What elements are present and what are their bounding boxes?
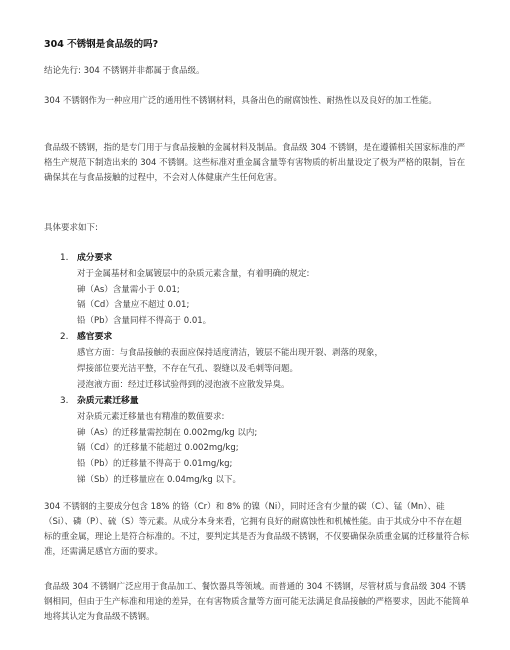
item-number: 3.: [60, 396, 69, 407]
requirements-list: [44, 250, 470, 488]
item-line: 焊接部位要光洁平整，不存在气孔、裂缝以及毛刺等问题。: [77, 363, 299, 374]
definition-paragraph: 食品级不锈钢，指的是专门用于与食品接触的金属材料及制品。食品级 304 不锈钢，是在遵循相关国家标准的严格生产规范下制造出来的 304 不锈钢。这些标准对重金属含量等有害物质的析出量设定了极为严格的限制，旨在确保其在与食品接触的过程中，不会对人体健康产生任何危害。: [44, 143, 466, 183]
item-line: 铅（Pb）含量同样不得高于 0.01。: [77, 315, 212, 326]
item-line: 铅（Pb）的迁移量不得高于 0.01mg/kg;: [77, 458, 233, 469]
requirement-item: [44, 329, 470, 393]
item-line: 浸泡液方面：经过迁移试验得到的浸泡液不应散发异臭。: [77, 379, 290, 390]
item-line: 砷（As）的迁移量需控制在 0.002mg/kg 以内;: [77, 427, 258, 438]
item-title: 感官要求: [77, 332, 113, 343]
item-title: 杂质元素迁移量: [77, 396, 139, 407]
item-line: 镉（Cd）的迁移量不能超过 0.002mg/kg;: [77, 443, 239, 454]
conclusion-paragraph: 结论先行: 304 不锈钢并非都属于食品级。: [44, 66, 205, 76]
item-line: 镉（Cd）含量应不超过 0.01;: [77, 300, 190, 311]
intro-paragraph: 304 不锈钢作为一种应用广泛的通用性不锈钢材料，具备出色的耐腐蚀性、耐热性以及良好的加工性能。: [44, 96, 437, 106]
item-line: 锑（Sb）的迁移量应在 0.04mg/kg 以下。: [77, 474, 241, 485]
document-title: 304 不锈钢是食品级的吗?: [44, 39, 159, 50]
item-number: 2.: [60, 332, 69, 343]
closing-paragraph: 食品级 304 不锈钢广泛应用于食品加工、餐饮器具等领域。而普通的 304 不锈钢，尽管材质与食品级 304 不锈钢相同，但由于生产标准和用途的差异，在有害物质含量等方面可能无法满足食品接触的严格要求，因此不能简单地将其认定为食品级不锈钢。: [44, 582, 470, 622]
requirement-item: [44, 250, 470, 329]
item-line: 对于金属基材和金属镀层中的杂质元素含量，有着明确的规定:: [77, 269, 310, 279]
requirements-intro: 具体要求如下:: [44, 223, 98, 233]
requirement-item: [44, 393, 470, 488]
composition-paragraph: 304 不锈钢的主要成分包含 18% 的铬（Cr）和 8% 的镍（Ni），同时还含有少量的碳（C）、锰（Mn）、硅（Si）、磷（P）、硫（S）等元素。从成分本身来看，它拥有良好的耐腐蚀性和机械性能。由于其成分中不存在超标的重金属，理论上是符合标准的。不过，要判定其是否为食品级不锈钢，不仅要确保杂质重金属的迁移量符合标准，还需满足感官方面的要求。: [44, 502, 470, 557]
item-title: 成分要求: [77, 253, 113, 263]
item-line: 感官方面：与食品接触的表面应保持适度清洁，镀层不能出现开裂、剥落的现象，: [77, 348, 384, 359]
item-number: 1.: [60, 253, 69, 263]
item-line: 砷（As）含量需小于 0.01;: [77, 284, 180, 295]
item-line: 对杂质元素迁移量也有精准的数值要求:: [77, 412, 225, 423]
